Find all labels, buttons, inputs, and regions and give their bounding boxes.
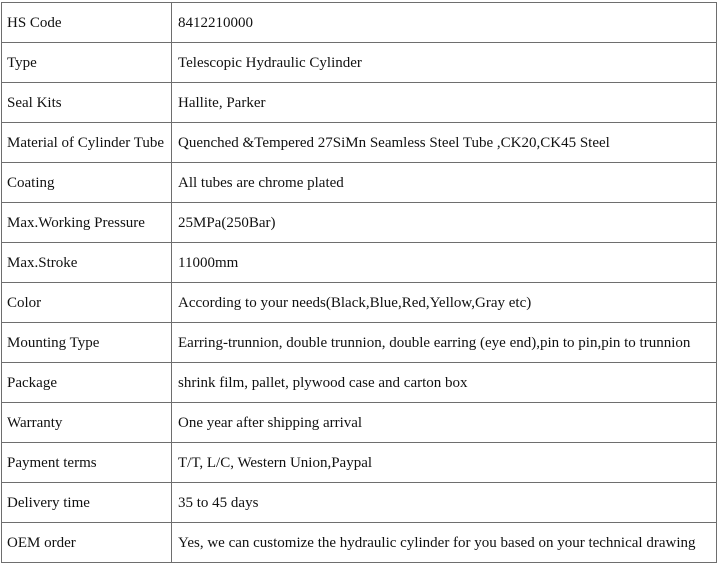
row-value-warranty: One year after shipping arrival <box>172 403 717 443</box>
row-value-working-pressure: 25MPa(250Bar) <box>172 203 717 243</box>
row-label-payment-terms: Payment terms <box>2 443 172 483</box>
table-row <box>2 163 717 203</box>
row-value-seal-kits: Hallite, Parker <box>172 83 717 123</box>
row-value-mounting-type: Earring-trunnion, double trunnion, double earring (eye end),pin to pin,pin to trunnion <box>172 323 717 363</box>
row-value-hs-code: 8412210000 <box>172 3 717 43</box>
spec-table <box>1 2 717 563</box>
row-label-seal-kits: Seal Kits <box>2 83 172 123</box>
row-label-type: Type <box>2 43 172 83</box>
table-row <box>2 363 717 403</box>
table-row <box>2 3 717 43</box>
table-row <box>2 403 717 443</box>
row-label-material: Material of Cylinder Tube <box>2 123 172 163</box>
table-row <box>2 283 717 323</box>
table-row <box>2 83 717 123</box>
row-value-delivery-time: 35 to 45 days <box>172 483 717 523</box>
row-value-payment-terms: T/T, L/C, Western Union,Paypal <box>172 443 717 483</box>
row-label-hs-code: HS Code <box>2 3 172 43</box>
table-row <box>2 123 717 163</box>
table-row <box>2 443 717 483</box>
row-value-type: Telescopic Hydraulic Cylinder <box>172 43 717 83</box>
table-row <box>2 243 717 283</box>
row-value-color: According to your needs(Black,Blue,Red,Yellow,Gray etc) <box>172 283 717 323</box>
row-label-color: Color <box>2 283 172 323</box>
row-value-package: shrink film, pallet, plywood case and carton box <box>172 363 717 403</box>
row-label-stroke: Max.Stroke <box>2 243 172 283</box>
table-row <box>2 483 717 523</box>
row-value-stroke: 11000mm <box>172 243 717 283</box>
row-value-oem-order: Yes, we can customize the hydraulic cylinder for you based on your technical drawing <box>172 523 717 563</box>
table-row <box>2 323 717 363</box>
row-label-working-pressure: Max.Working Pressure <box>2 203 172 243</box>
table-row <box>2 203 717 243</box>
table-row <box>2 43 717 83</box>
row-label-package: Package <box>2 363 172 403</box>
row-label-warranty: Warranty <box>2 403 172 443</box>
row-label-coating: Coating <box>2 163 172 203</box>
row-label-mounting-type: Mounting Type <box>2 323 172 363</box>
table-row <box>2 523 717 563</box>
row-value-material: Quenched &Tempered 27SiMn Seamless Steel Tube ,CK20,CK45 Steel <box>172 123 717 163</box>
row-value-coating: All tubes are chrome plated <box>172 163 717 203</box>
row-label-oem-order: OEM order <box>2 523 172 563</box>
row-label-delivery-time: Delivery time <box>2 483 172 523</box>
